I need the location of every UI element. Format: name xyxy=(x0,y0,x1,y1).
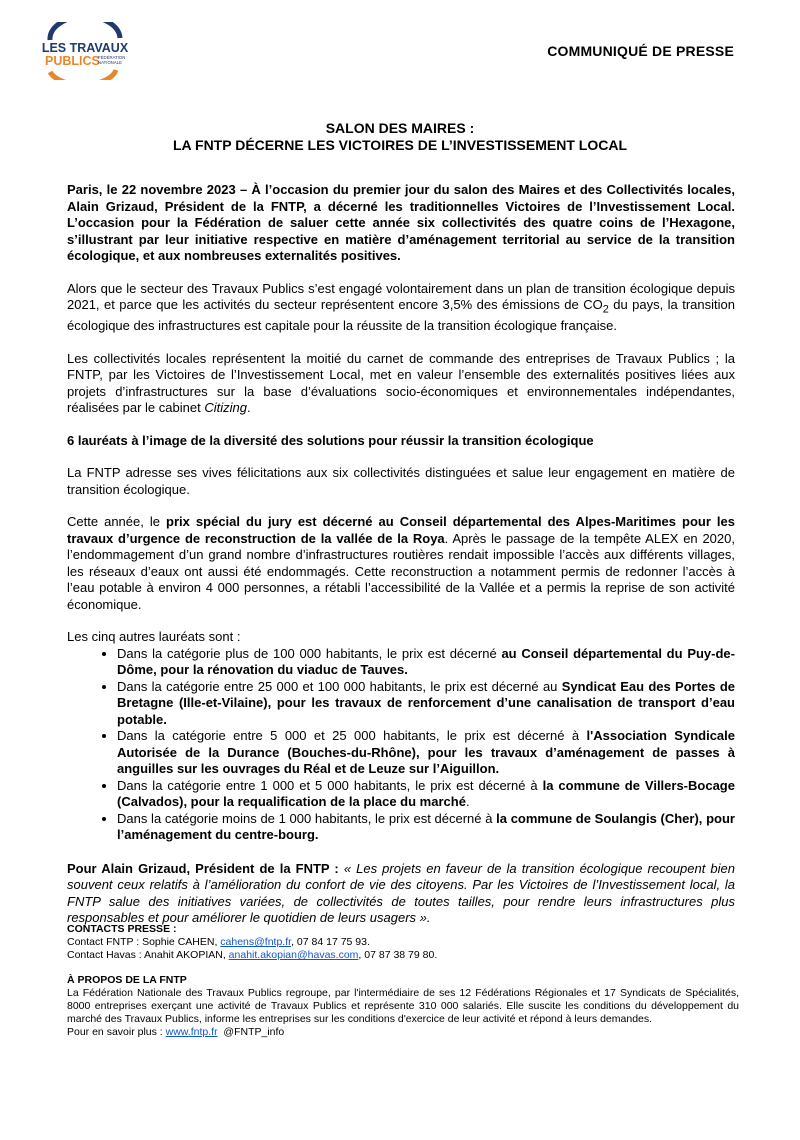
list-intro: Les cinq autres lauréats sont : xyxy=(67,629,241,645)
contact-fntp xyxy=(67,936,739,949)
contacts-heading: CONTACTS PRESSE : xyxy=(67,923,177,935)
list-item-text: Dans la catégorie entre 5 000 et 25 000 habitants, le prix est décerné à xyxy=(117,728,587,744)
website-link[interactable]: www.fntp.fr xyxy=(165,1026,218,1038)
quote-lead: Pour Alain Grizaud, Président de la FNTP : xyxy=(67,860,344,876)
about-text: La Fédération Nationale des Travaux Publics regroupe, par l'intermédiaire de ses 12 Fédérations Régionales et 17 Syndicats de Spécialités, 8000 entreprises exerçant une activité de Travaux Publics et représente 310 000 salariés. Elle suscite les conditions du développement du marché des Travaux Publics, informe les entreprises sur les conditions d'exercice de leur activité et répond à leurs demandes. xyxy=(67,987,739,1025)
citizing-italic: Citizing xyxy=(204,400,247,416)
section-heading: 6 lauréats à l’image de la diversité des solutions pour réussir la transition écologique xyxy=(67,432,594,448)
paragraph-felicitations: La FNTP adresse ses vives félicitations aux six collectivités distinguées et salue leur engagement en matière de transition écologique. xyxy=(67,465,735,497)
co2-subscript: 2 xyxy=(602,303,609,316)
logo-line2: PUBLICS xyxy=(45,54,100,68)
prix-special-bold: prix spécial du jury est décerné au Conseil départemental des Alpes-Maritimes pour les travaux d’urgence de reconstruction de la vallée de la Roya xyxy=(67,514,735,546)
logo-line1: LES TRAVAUX xyxy=(41,41,129,55)
title-line2: LA FNTP DÉCERNE LES VICTOIRES DE L’INVESTISSEMENT LOCAL xyxy=(172,137,627,153)
list-item-text: Dans la catégorie moins de 1 000 habitants, le prix est décerné à xyxy=(117,810,497,826)
laureates-list xyxy=(67,646,735,844)
contact-havas-email-link[interactable]: anahit.akopian@havas.com xyxy=(228,949,359,961)
list-item xyxy=(117,728,735,778)
twitter-handle: @FNTP_info xyxy=(217,1026,285,1038)
paragraph-transition-text: Alors que le secteur des Travaux Publics s’est engagé volontairement dans un plan de transition écologique depuis 2021, et parce que les activités du secteur représentent encore 3,5% des émissions de CO xyxy=(67,280,735,312)
logo-line3: FÉDÉRATION xyxy=(98,55,126,60)
paragraph-collectivites-text: Les collectivités locales représentent la moitié du carnet de commande des entreprises de Travaux Publics ; la FNTP, par les Victoires de l’Investissement Local, met en valeur l’ensemble des externalités positives liées aux projets d’infrastructures sur la base d’évaluations socio-économiques et environnementales indépendantes, réalisées par le cabinet xyxy=(67,350,735,416)
contact-havas-phone: , 07 87 38 79 80. xyxy=(358,949,438,961)
document-title xyxy=(0,120,800,154)
about-heading: À PROPOS DE LA FNTP xyxy=(67,974,187,986)
list-item-text: Dans la catégorie entre 1 000 et 5 000 habitants, le prix est décerné à xyxy=(117,777,543,793)
list-item xyxy=(117,646,735,679)
contact-fntp-name: Contact FNTP : Sophie CAHEN, xyxy=(67,936,221,948)
contact-havas-name: Contact Havas : Anahit AKOPIAN, xyxy=(67,949,229,961)
paragraph-collectivites-end: . xyxy=(246,400,251,416)
lead-paragraph: Paris, le 22 novembre 2023 – À l’occasion du premier jour du salon des Maires et des Collectivités locales, Alain Grizaud, Président de la FNTP, a décerné les traditionnelles Victoires de l’Investissement Local. L’occasion pour la Fédération de saluer cette année six collectivités des quatre coins de l’Hexagone, s’illustrant par leur initiative respective en matière d’aménagement territorial au service de la transition écologique, et aux nombreuses externalités positives. xyxy=(67,182,735,263)
list-item-bold: la commune de Soulangis (Cher), pour l’aménagement du centre-bourg. xyxy=(117,810,735,843)
paragraph-collectivites xyxy=(67,351,735,417)
list-item-bold: Syndicat Eau des Portes de Bretagne (Ille-et-Vilaine), pour les travaux de renforcement d’une canalisation de transport d’eau potable. xyxy=(117,678,735,727)
contact-fntp-email-link[interactable]: cahens@fntp.fr xyxy=(220,936,292,948)
paragraph-transition-text-end: du pays, la transition écologique des infrastructures est capitale pour la réussite de la transition écologique française. xyxy=(67,297,735,334)
prix-special-intro: Cette année, le xyxy=(67,514,167,530)
list-item-text: Dans la catégorie plus de 100 000 habitants, le prix est décerné xyxy=(117,645,502,661)
list-item xyxy=(117,811,735,844)
list-item xyxy=(117,778,735,811)
contacts-section xyxy=(67,923,739,1039)
document-body xyxy=(67,182,735,943)
fntp-logo xyxy=(40,22,130,80)
list-item-bold: la commune de Villers-Bocage (Calvados), pour la requalification de la place du marché xyxy=(117,777,735,810)
paragraph-prix-special xyxy=(67,514,735,613)
more-info-label: Pour en savoir plus : xyxy=(67,1026,166,1038)
logo-line4: NATIONALE xyxy=(98,60,123,65)
quote-paragraph xyxy=(67,861,735,927)
logo-graphic xyxy=(40,22,130,80)
list-item-end: . xyxy=(465,794,470,810)
list-item-bold: l'Association Syndicale Autorisée de la Durance (Bouches-du-Rhône), pour les travaux d’aménagement de passes à anguilles sur les ouvrages du Réal et de Leuze sur l’Aiguillon. xyxy=(117,728,736,777)
contact-fntp-phone: , 07 84 17 75 93. xyxy=(291,936,370,948)
list-item xyxy=(117,679,735,729)
prix-special-text: . Après le passage de la tempête ALEX en 2020, l’endommagement d’un grand nombre d’infrastructures routières rendait impossible l’accès aux différents villages, les réseaux d’eaux ont aussi été endommagés. Cette reconstruction a notamment permis de redonner l’accès à l’eau potable à environ 4 000 personnes, a rétabli l’accessibilité de la Vallée et a permis la reprise de son activité économique. xyxy=(67,530,735,612)
quote-text: « Les projets en faveur de la transition écologique recoupent bien souvent ceux relatifs à l’amélioration du confort de vie des citoyens. Par les Victoires de l’Investissement local, la FNTP salue des initiatives variées, de collectivités de toutes tailles, pour rendre leurs infrastructures plus responsables et pour améliorer le quotidien de leurs usagers ». xyxy=(67,860,736,926)
contact-havas xyxy=(67,949,739,962)
more-info xyxy=(67,1026,739,1039)
list-item-bold: au Conseil départemental du Puy-de-Dôme, pour la rénovation du viaduc de Tauves. xyxy=(117,645,735,678)
title-line1: SALON DES MAIRES : xyxy=(325,120,475,136)
list-item-text: Dans la catégorie entre 25 000 et 100 000 habitants, le prix est décerné au xyxy=(117,678,562,694)
paragraph-transition xyxy=(67,281,735,335)
press-release-label: COMMUNIQUÉ DE PRESSE xyxy=(547,43,734,59)
